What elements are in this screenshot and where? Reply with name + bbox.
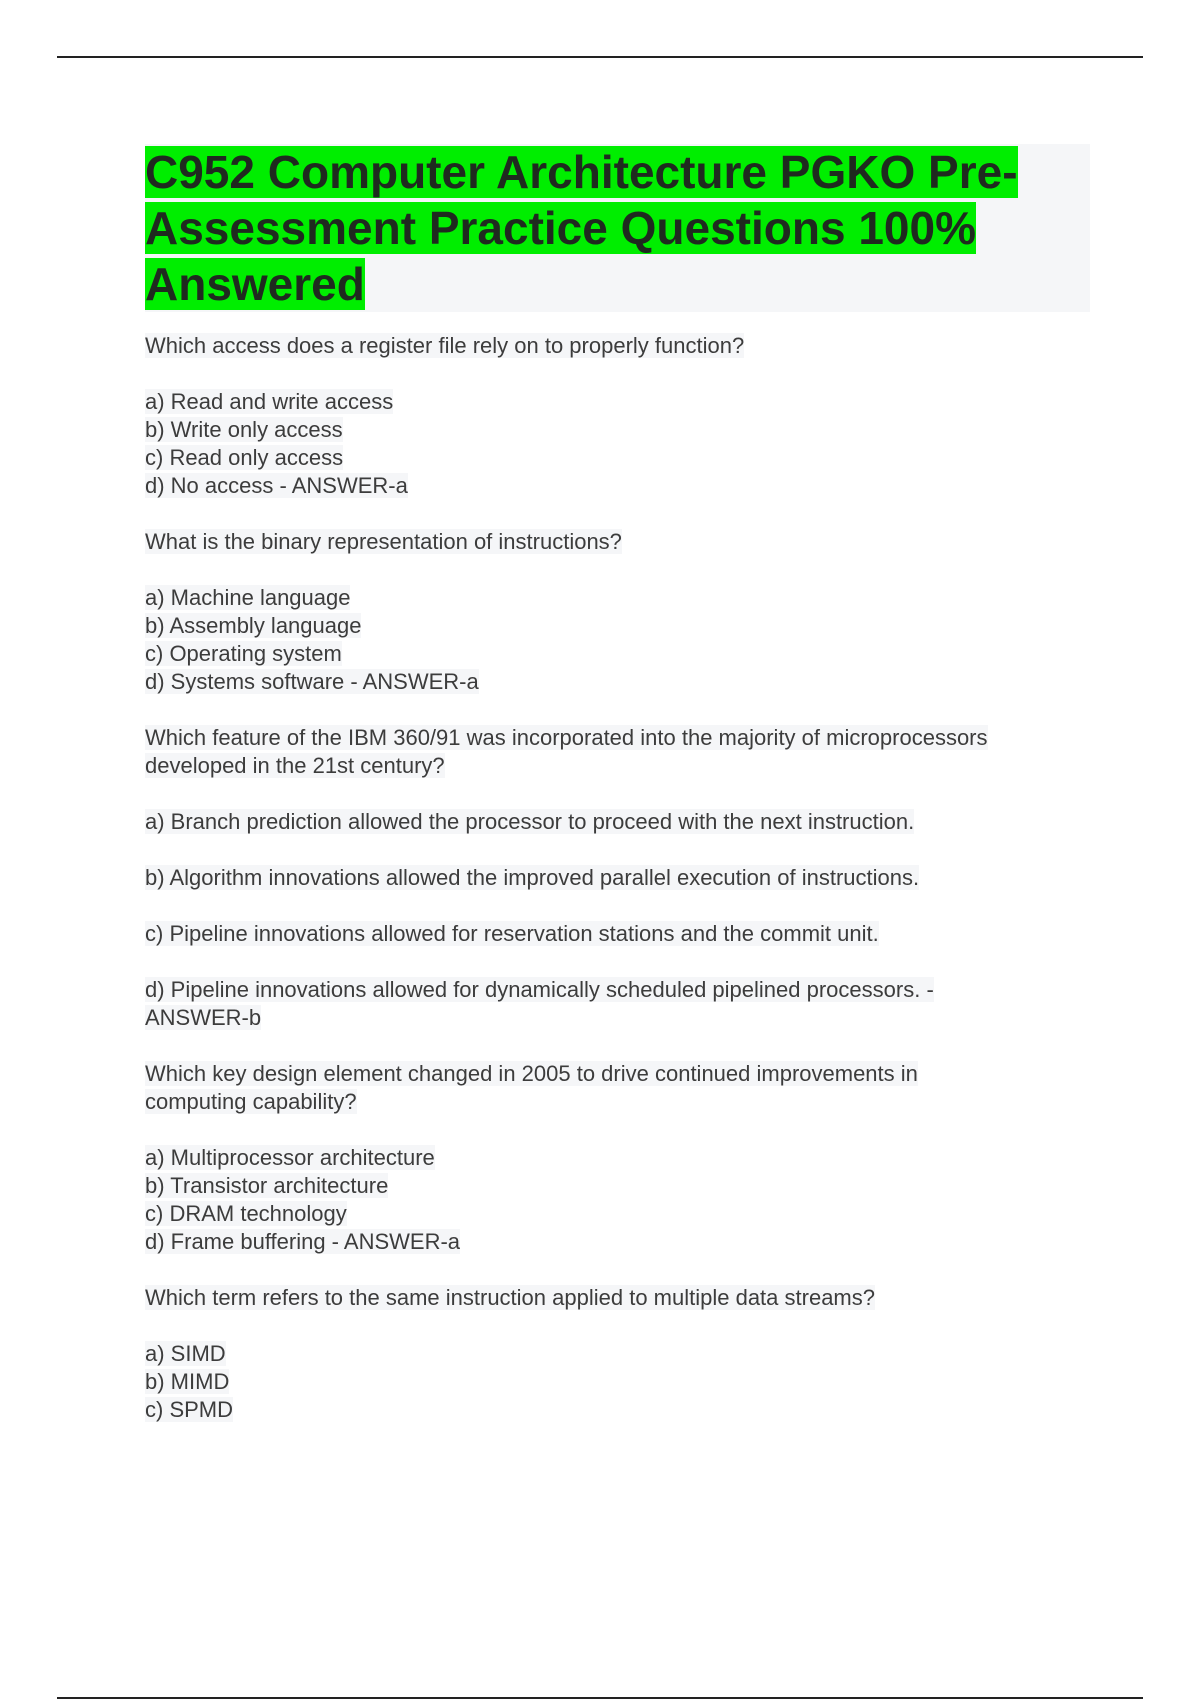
- question-1: [145, 332, 1090, 500]
- question-4-option-b: b) Transistor architecture: [145, 1173, 389, 1198]
- question-2: [145, 528, 1090, 696]
- question-3: [145, 724, 1090, 1032]
- question-4-option-c: c) DRAM technology: [145, 1201, 347, 1226]
- question-2-option-c: c) Operating system: [145, 641, 342, 666]
- question-4-text-line-2: computing capability?: [145, 1089, 357, 1114]
- question-4-option-a: a) Multiprocessor architecture: [145, 1145, 435, 1170]
- title-line-1: C952 Computer Architecture PGKO Pre-: [145, 146, 1018, 198]
- title-line-2: Assessment Practice Questions 100%: [145, 202, 976, 254]
- question-5-option-a: a) SIMD: [145, 1341, 226, 1366]
- question-2-option-b: b) Assembly language: [145, 613, 362, 638]
- bottom-rule: [57, 1697, 1143, 1699]
- question-1-text: Which access does a register file rely on to properly function?: [145, 333, 745, 358]
- question-1-option-b: b) Write only access: [145, 417, 343, 442]
- question-3-option-c: c) Pipeline innovations allowed for reservation stations and the commit unit.: [145, 921, 879, 946]
- question-2-option-d: d) Systems software - ANSWER-a: [145, 669, 479, 694]
- title-line-3: Answered: [145, 258, 365, 310]
- question-4-option-d: d) Frame buffering - ANSWER-a: [145, 1229, 461, 1254]
- question-5-option-b: b) MIMD: [145, 1369, 230, 1394]
- title-block: [145, 144, 1090, 312]
- question-3-option-d-line-2: ANSWER-b: [145, 1005, 262, 1030]
- question-3-text-line-2: developed in the 21st century?: [145, 753, 445, 778]
- question-5-option-c: c) SPMD: [145, 1397, 233, 1422]
- document-body: [145, 144, 1090, 1424]
- question-1-option-c: c) Read only access: [145, 445, 344, 470]
- question-5-text: Which term refers to the same instruction applied to multiple data streams?: [145, 1285, 875, 1310]
- document-title: [145, 144, 1090, 312]
- question-4-text-line-1: Which key design element changed in 2005 to drive continued improvements in: [145, 1061, 918, 1086]
- question-2-option-a: a) Machine language: [145, 585, 351, 610]
- question-3-option-b: b) Algorithm innovations allowed the improved parallel execution of instructions.: [145, 865, 920, 890]
- question-1-option-a: a) Read and write access: [145, 389, 394, 414]
- question-2-text: What is the binary representation of instructions?: [145, 529, 622, 554]
- question-3-option-a: a) Branch prediction allowed the processor to proceed with the next instruction.: [145, 809, 915, 834]
- question-3-text-line-1: Which feature of the IBM 360/91 was incorporated into the majority of microprocessors: [145, 725, 988, 750]
- question-5: [145, 1284, 1090, 1424]
- top-rule: [57, 56, 1143, 58]
- question-1-option-d: d) No access - ANSWER-a: [145, 473, 408, 498]
- question-3-option-d-line-1: d) Pipeline innovations allowed for dynamically scheduled pipelined processors. -: [145, 977, 934, 1002]
- question-4: [145, 1060, 1090, 1256]
